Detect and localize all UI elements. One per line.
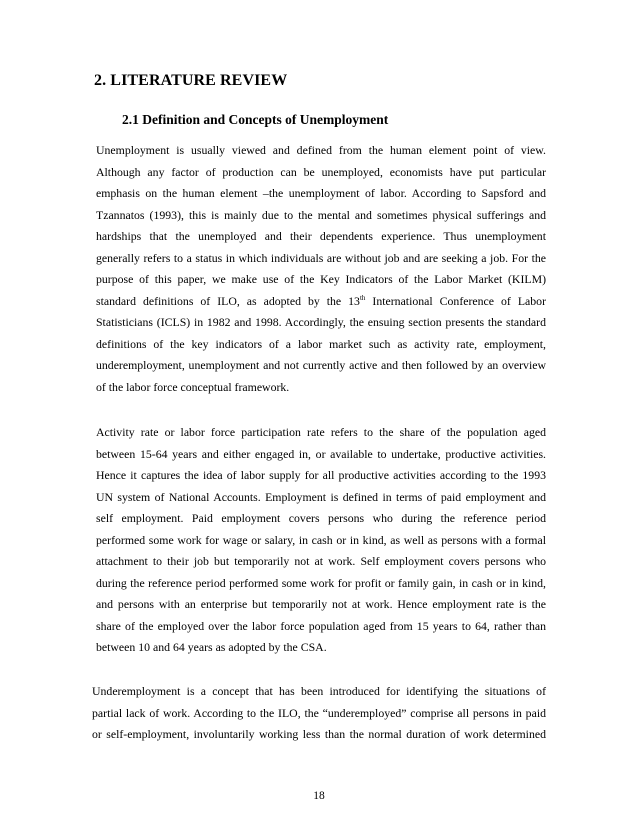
text-line: and persons with an enterprise but temporarily not at work. Hence employment rate is the (96, 597, 546, 611)
text-line: Tzannatos (1993), this is mainly due to the mental and sometimes physical sufferings and (96, 207, 546, 222)
text-line: attachment to their job but temporarily not at work. Self employment covers persons who (96, 554, 546, 568)
text-line: generally refers to a status in which individuals are without job and are seeking a job. For the (96, 250, 546, 265)
section-heading: 2. LITERATURE REVIEW (94, 72, 288, 89)
subsection-heading: 2.1 Definition and Concepts of Unemployment (122, 112, 389, 127)
text-line: between 15-64 years and either engaged in, or available to undertake, productive activities. (96, 446, 546, 461)
text-line: emphasis on the human element –the unemployment of labor. According to Sapsford and (96, 186, 546, 200)
text-line: underemployment, unemployment and not currently active and then followed by an overview (96, 358, 546, 372)
text-line: Unemployment is usually viewed and defined from the human element point of view. (96, 143, 546, 157)
paragraph-underemployment (92, 681, 546, 746)
text-fragment: International Conference of Labor (365, 293, 546, 308)
text-line (96, 291, 546, 313)
paragraph-activity-rate (96, 422, 546, 659)
text-line: purpose of this paper, we make use of the Key Indicators of the Labor Market (KILM) (96, 272, 546, 286)
text-line: definitions of the key indicators of a labor market such as activity rate, employment, (96, 336, 546, 351)
text-line: during the reference period performed some work for profit or family gain, in cash or in kind, (96, 575, 546, 590)
text-line: Hence it captures the idea of labor supply for all productive activities according to the 1993 (96, 468, 546, 482)
text-line: share of the employed over the labor force population aged from 15 years to 64, rather than (96, 618, 546, 633)
text-line: Statisticians (ICLS) in 1982 and 1998. Accordingly, the ensuing section presents the standard (96, 315, 546, 329)
text-line: or self-employment, involuntarily working less than the normal duration of work determined (92, 727, 546, 741)
text-line: hardships that the unemployed and their dependents experience. Thus unemployment (96, 229, 546, 243)
superscript: th (359, 293, 366, 302)
text-line: of the labor force conceptual framework. (96, 379, 290, 394)
text-line: Although any factor of production can be unemployed, economists have put particular (96, 164, 546, 179)
text-line: partial lack of work. According to the ILO, the “underemployed” comprise all persons in paid (92, 705, 546, 720)
text-line: Underemployment is a concept that has been introduced for identifying the situations of (92, 684, 546, 698)
text-line: Activity rate or labor force participation rate refers to the share of the population aged (96, 425, 546, 439)
paragraph-unemployment (96, 140, 546, 398)
text-line: performed some work for wage or salary, in cash or in kind, as well as persons with a formal (96, 532, 546, 547)
text-line: between 10 and 64 years as adopted by the CSA. (96, 640, 327, 654)
text-line: self employment. Paid employment covers persons who during the reference period (96, 511, 546, 525)
text-fragment: standard definitions of ILO, as adopted by the 13 (96, 293, 360, 308)
text-line: UN system of National Accounts. Employment is defined in terms of paid employment and (96, 489, 546, 504)
page-number: 18 (313, 790, 325, 802)
